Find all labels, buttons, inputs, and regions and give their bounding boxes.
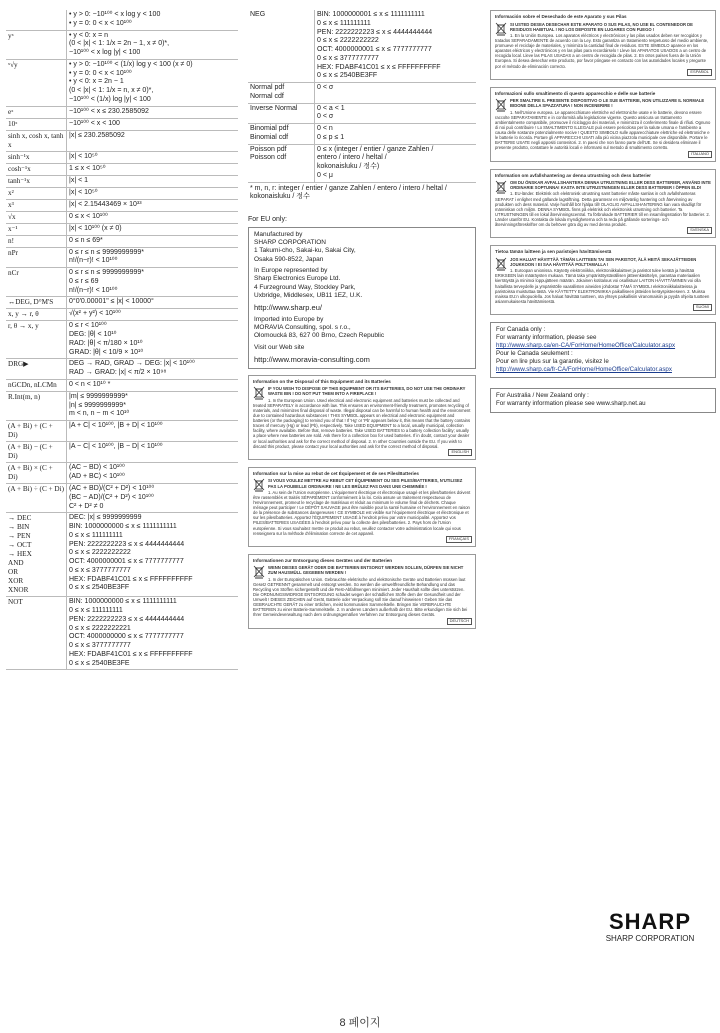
warranty-link[interactable]: http://www.sharp.ca/fr-CA/ForHome/HomeOffice/Calculator.aspx — [496, 366, 672, 374]
disposal-warning: OM DU ÖNSKAR AVFALLSHANTERA DENNA UTRUSTNING ELLER DESS BATTERIER, ANVÄND INTE ORDINARIE SOPTUNNA! KASTA INTE UTRUSTNINGEN ELLER DESS BATTERIER I ÖPPEN ELD! — [510, 180, 711, 191]
disposal-notice — [490, 245, 716, 315]
function-name: (A + Bi) × (C + Di) — [6, 463, 67, 484]
range-value — [67, 211, 239, 223]
function-name: nCr — [6, 268, 67, 297]
function-name: (A + Bi) ÷ (C + Di) — [6, 484, 67, 513]
range-line: • y > 0: −10¹⁰⁰ < x log y < 100 — [69, 11, 161, 18]
function-name: n! — [6, 235, 67, 247]
range-row — [6, 597, 238, 670]
range-line: 0 < a < 1 — [317, 104, 345, 112]
function-name: sinh⁻¹x — [6, 151, 67, 163]
sharp-logo — [590, 908, 710, 944]
range-line: 0 ≤ x ≤ 2222222222 — [317, 37, 379, 45]
disposal-title: Information om avfallshantering av denna utrustning och dess batterier — [495, 172, 651, 178]
range-value — [67, 175, 239, 187]
range-row — [6, 247, 238, 268]
language-tag: SUOMI — [693, 304, 712, 311]
language-tag: DEUTSCH — [447, 618, 472, 625]
range-line: 0 ≤ x ≤ 3777777777 — [69, 566, 131, 574]
disposal-warning: SI VOUS VOULEZ METTRE AU REBUT CET ÉQUIPEMENT OU SES PILES/BATTERIES, N'UTILISEZ PAS LA POUBELLE ORDINAIRE ! NE LES BRÛLEZ PAS DANS UNE CHEMINÉE ! — [268, 478, 463, 489]
range-row — [6, 30, 238, 59]
disposal-title: Information sur la mise au rebut de cet Équipement et de ses Piles/Batteries — [253, 470, 419, 476]
range-value — [67, 321, 239, 359]
function-name — [6, 10, 67, 30]
range-line: PEN: 2222222223 ≤ x ≤ 4444444444 — [69, 540, 185, 548]
range-line: OCT: 4000000001 ≤ x ≤ 7777777777 — [317, 46, 432, 53]
range-row — [248, 124, 476, 145]
canada-warranty-box — [490, 322, 716, 378]
range-value — [67, 513, 239, 597]
range-value — [67, 151, 239, 163]
address-line: Osaka 590-8522, Japan — [254, 255, 324, 263]
range-value — [315, 124, 477, 145]
range-row — [6, 359, 238, 380]
crossed-bin-icon — [253, 565, 265, 579]
language-tag: SVENSKA — [687, 227, 712, 234]
function-name: 10ˣ — [6, 118, 67, 130]
function-name: Inverse Normal — [248, 103, 315, 124]
function-name: → DEC → BIN → PEN → OCT → HEX AND OR XOR XNOR — [6, 513, 67, 597]
range-line: DEG → RAD, GRAD → DEG: |x| < 10¹⁰⁰ — [69, 360, 195, 368]
address-line: In Europe represented by — [254, 267, 328, 274]
calculation-range-table-continued — [248, 10, 476, 183]
range-line: |A − C| < 10¹⁰⁰, |B − D| < 10¹⁰⁰ — [69, 443, 163, 450]
range-value — [67, 379, 239, 391]
range-line: 0 ≤ x ≤ 2540BE3FF — [317, 72, 378, 80]
range-row — [6, 211, 238, 223]
range-value — [67, 10, 239, 30]
range-line: (AC + BD)/(C² + D²) < 10¹⁰⁰ — [69, 485, 155, 492]
address-line: Visit our Web site — [254, 343, 305, 351]
range-value — [67, 106, 239, 118]
range-line: OCT: 4000000000 ≤ x ≤ 7777777777 — [69, 633, 184, 641]
range-row — [6, 235, 238, 247]
range-line: (0 < |x| < 1: 1/x = 2n − 1, x ≠ 0)*, — [69, 40, 170, 48]
crossed-bin-icon — [495, 98, 507, 112]
range-line: RAD → GRAD: |x| < π/2 × 10⁹⁸ — [69, 369, 167, 376]
range-row — [6, 118, 238, 130]
range-line: 0 ≤ r ≤ n ≤ 9999999999* — [69, 248, 144, 256]
range-row — [6, 513, 238, 597]
function-name: r, θ → x, y — [6, 321, 67, 359]
calculation-range-table — [6, 10, 238, 670]
disposal-info-right — [490, 10, 716, 315]
range-row — [248, 144, 476, 182]
disposal-warning: WENN DIESES GERÄT ODER DIE BATTERIEN ENTSORGT WERDEN SOLLEN, DÜRFEN SIE NICHT ZUM HAUSMÜLL GEGEBEN WERDEN ! — [268, 565, 464, 576]
function-name: (A + Bi) − (C + Di) — [6, 442, 67, 463]
function-name: √x — [6, 211, 67, 223]
range-line: 0 ≤ x ≤ 3777777777 — [317, 54, 379, 62]
disposal-notice — [490, 10, 716, 80]
warranty-line: For warranty information, please see — [496, 334, 597, 342]
middle-column — [248, 10, 476, 636]
range-line: |x| < 10⁵⁰ — [69, 152, 98, 160]
range-row — [6, 391, 238, 420]
range-row — [6, 59, 238, 106]
disposal-body: 1. In der Europäischen Union. Gebrauchte elektrische und elektronische Geräte und Batterien müssen laut Gesetz GETRENNT gesammelt und entsorgt werden. So werden die umweltfreundliche Behandlung und das Recycling von Stoffen sichergestellt und die Rest-Abfallmengen minimiert. Jeder Haushalt sollte dies unterstützen. Die ORDNUNGSWIDRIGE ENTSORGUNG schadet wegen der schädlichen Stoffe dem der Gesundheit und der Umwelt ! DIESES ZEICHEN auf Gerät, Batterie oder Verpackung soll Sie darauf hinweisen ! Geben Sie das GEBRAUCHTE GERÄT zu einer örtlichen, meist kommunalen Sammelstelle. Bringen Sie VERBRAUCHTE BATTERIEN zu einer Batterie-Sammelstelle. 2. In anderen Ländern außerhalb der EU. Bitte erkundigen Sie sich bei Ihrer Gemeindeverwaltung nach dem ordnungsgemäßen Verfahren zur Entsorgung dieses Geräts. — [253, 576, 468, 618]
address-line: MORAVIA Consulting, spol. s r.o., — [254, 324, 351, 332]
range-line: −10¹⁰⁰ < (1/x) log |y| < 100 — [69, 95, 151, 103]
range-line: |x| ≤ 230.2585092 — [69, 131, 125, 139]
range-value — [67, 359, 239, 380]
range-table-column — [6, 10, 238, 1010]
range-value — [67, 187, 239, 199]
function-name: yˣ — [6, 30, 67, 59]
range-value — [67, 130, 239, 151]
range-row — [6, 297, 238, 309]
range-value — [67, 297, 239, 309]
website-link[interactable]: http://www.moravia-consulting.com — [254, 355, 370, 365]
language-tag: ESPAÑOL — [687, 69, 712, 76]
range-line: −10¹⁰⁰ < x log |y| < 100 — [69, 49, 141, 56]
function-name: Binomial pdf Binomial cdf — [248, 124, 315, 145]
sharp-logo-mark: SHARP — [608, 909, 691, 934]
range-line: 0 ≤ x ≤ 2540BE3FF — [69, 584, 130, 592]
range-line: 0 ≤ x ≤ 2222222221 — [69, 624, 131, 632]
range-line: • y < 0: x = n — [69, 31, 109, 39]
range-line: (AD + BC) < 10¹⁰⁰ — [69, 472, 125, 480]
range-value — [67, 59, 239, 106]
range-row — [6, 309, 238, 321]
range-row — [6, 484, 238, 513]
range-line: HEX: FDABF41C01 ≤ x ≤ FFFFFFFFFF — [317, 63, 441, 71]
crossed-bin-icon — [495, 180, 507, 194]
function-name: Poisson pdf Poisson cdf — [248, 144, 315, 182]
address-line: Imported into Europe by — [254, 315, 324, 323]
address-line: Manufactured by — [254, 230, 303, 238]
range-value — [67, 597, 239, 670]
range-value — [67, 199, 239, 211]
function-name: nGCDn, nLCMn — [6, 379, 67, 391]
range-value — [67, 118, 239, 130]
range-row — [6, 268, 238, 297]
range-value — [315, 83, 477, 104]
range-line: 0 ≤ x ≤ 111111111 — [317, 19, 371, 27]
function-name: ↔DEG, D°M'S — [6, 297, 67, 309]
range-row — [248, 103, 476, 124]
range-line: m < n, n − m < 10¹⁰ — [69, 410, 130, 418]
language-tag: ITALIANO — [688, 151, 712, 158]
range-row — [6, 187, 238, 199]
range-line: 0 < μ — [317, 171, 333, 179]
disposal-warning: JOS HALUAT HÄVITTÄÄ TÄMÄN LAITTEEN TAI SEN PARISTOT, ÄLÄ HEITÄ SEKAJÄTTEIDEN JOUKKOON ! EI SAA HÄVITTÄÄ POLTTAMALLA ! — [510, 256, 697, 267]
range-line: BIN: 1000000000 ≤ x ≤ 1111111111 — [69, 523, 177, 530]
address-line: Sharp Electronics Europe Ltd. — [254, 275, 341, 283]
function-name: DRG▶ — [6, 359, 67, 380]
disposal-title: Información sobre el Desechado de este Aparato y sus Pilas — [495, 14, 627, 19]
function-name: x² — [6, 187, 67, 199]
disposal-warning: PER SMALTIRE IL PRESENTE DISPOSITIVO O LE SUE BATTERIE, NON UTILIZZARE IL NORMALE BIDONE DELLA SPAZZATURA ! NON INCENERIRE ! — [510, 98, 705, 109]
range-value — [67, 223, 239, 235]
disposal-body: 1. Au sein de l'Union européenne. L'équipement électrique et électronique usagé et les piles/batteries doivent être rassemblés et traités SÉPARÉMENT conformément à la loi. Cela assure un traitement respectueux de l'environnement, promeut le recyclage de matériaux et réduit au minimum le volume final de déchets. Chaque ménage peut participer ! Le DÉPÔT SAUVAGE peut être nuisible pour la santé humaine et l'environnement en raison de la présence de substances dangereuses ! CE SYMBOLE est visible sur l'équipement électrique et électronique et sur les piles/batteries. Apportez l'ÉQUIPEMENT USAGÉ à l'endroit prévu par votre municipalité. Apportez vos PILES/BATTERIES USAGÉES à l'endroit prévu pour la collecte des piles/batteries. 2. Pays hors de l'Union européenne. Si vous souhaitez mettre ce produit au rebut, veuillez contacter votre administration locale qui vous renseignera sur la méthode d'élimination correcte de cet appareil. — [253, 489, 471, 536]
address-line: Olomoucká 83, 627 00 Brno, Czech Republic — [254, 332, 385, 340]
disposal-body: 1. Nell'Unione europea. Le apparecchiature elettriche ed elettroniche usate e le batterie, devono essere raccolte SEPARATAMENTE e in conformità alla legislazione vigente. Questo assicura un trattamento ambientalmente compatibile, promuove il riciclaggio dei materiali, e minimizza il conferimento finale di rifiuti. Ognuno di noi può contribuire ! Lo SMALTIMENTO ILLEGALE può essere pericoloso per la salute umana e l'ambiente a causa delle sostanze potenzialmente nocive ! QUESTO SIMBOLO sulle apparecchiature elettriche ed elettroniche e le batterie lo ricorda. Portare gli APPARECCHI USATI alla più vicina piazzola municipale ove disponibile. Portare le BATTERIE USATE negli appositi contenitori. 2. In paesi che non fanno parte dell'UE. Se si desidera eliminare il presente prodotto, contattare le autorità locali e informarsi sul metodo di smaltimento corretto. — [495, 109, 711, 151]
range-line: (BC − AD)/(C² + D²) < 10¹⁰⁰ — [69, 493, 154, 501]
address-line: 1 Takumi-cho, Sakai-ku, Sakai City, — [254, 247, 356, 255]
range-line: √(x² + y²) < 10¹⁰⁰ — [69, 310, 121, 318]
range-line: RAD: |θ| < π/180 × 10¹⁰ — [69, 339, 143, 347]
range-row — [6, 163, 238, 175]
disposal-warning: IF YOU WISH TO DISPOSE OF THIS EQUIPMENT OR ITS BATTERIES, DO NOT USE THE ORDINARY WASTE BIN ! DO NOT PUT THEM INTO A FIREPLACE ! — [268, 386, 466, 397]
disposal-body: 1. Euroopan unionissa. Käytetty elektroniikka, elektroniikkalaitteet ja paristot tulee kerätä ja hävittää ERIKSEEN lain määräysten mukaan. Tämä taka ympäristöystävällisen jätteenkäsittelyn, parantaa materiaalien kierrätystä ja minimoi loppujätteen määrän. Jokainen kotitalous voi osallistua! LAITON HÄVITTÄMINEN voi olla haitallista terveydelle ja ympäristölle vaarallisten aineiden johdosta! TÄMÄ SYMBOLI elektroniikkalaitteissa ja paristoissa muistuttaa tästä. Vie KÄYTETTY ELEKTRONIIKKA paikalliseen jätteiden keräyspisteeseen. 2. Muissa maissa EU:n ulkopuolella. Jos haluat hävittää tuotteen, ota yhteys paikallisiin viranomaisiin ja pyydä ohjeita tuotteen asianmukaisesta hävittämisestä. — [495, 268, 710, 304]
function-name: x³ — [6, 199, 67, 211]
range-line: HEX: FDABF41C01 ≤ x ≤ FFFFFFFFFF — [69, 650, 193, 658]
range-line: kokonaisluku / 정수) — [317, 163, 380, 170]
disposal-info-middle — [248, 375, 476, 629]
range-line: 0 ≤ p ≤ 1 — [317, 133, 345, 141]
range-line: |x| < 10⁵⁰ — [69, 188, 98, 196]
range-line: −10¹⁰⁰ < x < 100 — [69, 119, 120, 127]
function-name: tanh⁻¹x — [6, 175, 67, 187]
range-value — [315, 10, 477, 83]
range-line: PEN: 2222222223 ≤ x ≤ 4444444444 — [317, 28, 433, 36]
range-line: PEN: 2222222223 ≤ x ≤ 4444444444 — [69, 615, 185, 623]
eu-label: For EU only: — [248, 216, 287, 223]
range-line: 0 ≤ x ≤ 2540BE3FE — [69, 659, 130, 667]
function-name: x⁻¹ — [6, 223, 67, 235]
range-value — [67, 442, 239, 463]
warranty-line: For Australia / New Zealand only : — [496, 392, 589, 400]
disposal-title: Information on the Disposal of this Equipment and its Batteries — [253, 378, 391, 384]
function-name: eˣ — [6, 106, 67, 118]
integer-footnote: * m, n, r: integer / entier / ganze Zahlen / entero / intero / heltal / kokonaisluku / 정수 — [250, 184, 447, 201]
function-name: ˣ√y — [6, 59, 67, 106]
range-value — [67, 30, 239, 59]
range-row — [6, 199, 238, 211]
function-name: sinh x, cosh x, tanh x — [6, 130, 67, 151]
range-line: 0 ≤ x ≤ 111111111 — [69, 531, 123, 539]
range-row — [248, 10, 476, 83]
range-value — [67, 463, 239, 484]
range-line: BIN: 1000000000 ≤ x ≤ 1111111111 — [69, 598, 177, 606]
range-line: • y = 0: 0 < x < 10¹⁰⁰ — [69, 19, 132, 27]
warranty-line: Pour en lire plus sur la garantie, visitez le — [496, 358, 609, 366]
website-link[interactable]: http://www.sharp.eu/ — [254, 303, 322, 313]
disposal-title: Informationen zur Entsorgung dieses Gerätes und der Batterien — [253, 557, 393, 563]
crossed-bin-icon — [253, 478, 265, 492]
range-line: 0 < σ — [317, 84, 334, 91]
range-value — [67, 391, 239, 420]
disposal-body: 1. In the European Union. Used electrical and electronic equipment and batteries must be collected and treated SEPARATELY in accordance with law. This ensures an environment-friendly treatment, promotes recycling of materials, and minimizes final disposal of waste. Illegal disposal can be harmful to human health and the environment due to contained hazardous substances ! THIS SYMBOL appears on electrical and electronic equipment and batteries (or the packaging) to remind you of that ! If 'Hg' or 'Pb' appears below it, this means that the battery contains traces of mercury (Hg) or lead (Pb), respectively. Take USED EQUIPMENT to a local, usually municipal, collection facility, where available. Before that, remove batteries. Take USED BATTERIES to a battery collection facility; usually a place where new batteries are sold. Ask there for a collection box for used batteries. If in doubt, contact your dealer or local authorities and ask for the correct method of disposal. 2. In other Countries outside the EU. If you wish to discard this product, please contact your local authorities and ask for the correct method of disposal. — [253, 397, 471, 449]
range-line: 0°0'0.00001" ≤ |x| < 10000° — [69, 298, 154, 306]
range-line: |A + C| < 10¹⁰⁰, |B + D| < 10¹⁰⁰ — [69, 422, 163, 429]
right-column — [490, 10, 716, 423]
crossed-bin-icon — [495, 257, 507, 271]
range-line: |n| ≤ 9999999999* — [69, 401, 126, 409]
range-row — [6, 321, 238, 359]
range-value — [67, 247, 239, 268]
range-line: 0 ≤ r ≤ n ≤ 9999999999* — [69, 269, 144, 276]
australia-warranty-box — [490, 388, 716, 412]
address-line: Uxbridge, Middlesex, UB11 1EZ, U.K. — [254, 291, 363, 299]
range-line: DEG: |θ| < 10¹⁰ — [69, 331, 117, 338]
range-value — [67, 309, 239, 321]
range-value — [67, 484, 239, 513]
range-row — [6, 10, 238, 30]
function-name: NEG — [248, 10, 315, 83]
crossed-bin-icon — [495, 22, 507, 36]
manufacturer-address-box — [248, 227, 476, 369]
disposal-body: 1. En la Unión Europea. Los aparatos eléctricos y electrónicos y las pilas usados deben ser recogidos y tratados SEPARADAMENTE de acuerdo con la Ley. Esto garantiza un tratamiento respetuoso del medio ambiente, promueve el reciclaje de materiales, y minimiza la cantidad final de residuos. ESTE SÍMBOLO aparece en los aparatos eléctricos y electrónicos y en las pilas para recordárselo ! Lleve los APARATOS USADOS a un centro de recogida local. Lleve las PILAS USADAS a un centro de recogida de pilas. 2. En otros países fuera de la Unión Europea. Si desea desechar este producto, por favor póngase en contacto con las autoridades locales y pregunte por el método de eliminación correcto. — [495, 32, 709, 69]
range-value — [67, 268, 239, 297]
range-line: 0 ≤ x ≤ 2222222222 — [69, 549, 131, 557]
function-name: Normal pdf Normal cdf — [248, 83, 315, 104]
range-line: (AC − BD) < 10¹⁰⁰ — [69, 464, 125, 471]
disposal-warning: SI USTED DESEA DESECHAR ESTE APARATO O SUS PILAS, NO USE EL CONTENEDOR DE RESIDUOS HABITUAL ! NO LOS DEPOSITE EN LUGARES CON FUEGO ! — [510, 21, 693, 32]
range-line: 0 < n < 10¹⁰ * — [69, 380, 111, 388]
range-line: OCT: 4000000001 ≤ x ≤ 7777777777 — [69, 558, 184, 565]
range-value — [67, 235, 239, 247]
range-line: • y > 0: −10¹⁰⁰ < (1/x) log y < 100 (x ≠ 0) — [69, 60, 193, 68]
address-line: 4 Furzeground Way, Stockley Park, — [254, 283, 356, 291]
range-line: 0 < n — [317, 125, 333, 132]
range-line: 0 < σ — [317, 113, 334, 121]
function-name: x, y → r, θ — [6, 309, 67, 321]
range-row — [6, 223, 238, 235]
range-line: |m| ≤ 9999999999* — [69, 392, 128, 400]
range-value — [315, 144, 477, 182]
range-line: |x| < 2.15443469 × 10³³ — [69, 200, 142, 208]
language-tag: FRANÇAIS — [446, 536, 472, 543]
crossed-bin-icon — [253, 386, 265, 400]
range-line: 0 ≤ r < 10¹⁰⁰ — [69, 322, 107, 330]
range-line: HEX: FDABF41C01 ≤ x ≤ FFFFFFFFFF — [69, 575, 193, 583]
function-name: nPr — [6, 247, 67, 268]
range-value — [315, 103, 477, 124]
range-line: 0 ≤ r ≤ 69 — [69, 277, 99, 285]
function-name: R.Int(m, n) — [6, 391, 67, 420]
range-line: n!/(n−r)! < 10¹⁰⁰ — [69, 286, 118, 294]
address-line: SHARP CORPORATION — [254, 239, 326, 247]
range-line: C² + D² ≠ 0 — [69, 502, 104, 510]
range-line: 0 ≤ x < 10¹⁰⁰ — [69, 212, 108, 220]
warranty-link[interactable]: http://www.sharp.ca/en-CA/ForHome/HomeOffice/Calculator.aspx — [496, 342, 676, 350]
function-name: (A + Bi) + (C + Di) — [6, 421, 67, 442]
range-line: entero / intero / heltal / — [317, 154, 387, 162]
range-row — [6, 106, 238, 118]
range-line: 0 ≤ n ≤ 69* — [69, 236, 103, 244]
disposal-title: Informazioni sullo smaltimento di questo apparecchio e delle sue batterie — [495, 90, 656, 96]
range-row — [6, 421, 238, 442]
range-line: 1 ≤ x < 10⁵⁰ — [69, 164, 106, 172]
disposal-title: Tietoa tämän laitteen ja sen paristojen hävittämisestä — [495, 249, 612, 255]
range-row — [6, 151, 238, 163]
disposal-notice — [490, 169, 716, 239]
page-number: 8 페이지 — [339, 1017, 381, 1029]
range-line: • y = 0: 0 < x < 10¹⁰⁰ — [69, 69, 132, 77]
range-row — [6, 175, 238, 187]
range-line: 0 ≤ x (integer / entier / ganze Zahlen / — [317, 145, 434, 153]
disposal-notice — [248, 554, 476, 629]
disposal-notice — [490, 87, 716, 162]
language-tag: ENGLISH — [448, 449, 472, 456]
sharp-corporation-label: SHARP CORPORATION — [605, 933, 695, 943]
range-row — [6, 442, 238, 463]
warranty-line: For Canada only : — [496, 326, 546, 333]
range-line: n!/(n−r)! < 10¹⁰⁰ — [69, 257, 118, 265]
range-line: |x| < 10¹⁰⁰ (x ≠ 0) — [69, 224, 122, 232]
disposal-body: 1. EU-länder. Elektrisk och elektronisk utrustning samt batterier måste samlas in och avfallshanteras SEPARAT i enlighet med gällande lagstiftning. Detta garanterar en miljövänlig hantering och återvinning av produkten och dess material. Varje hushåll bör hjälpa till! OLAGLIG AVFALLSHANTERING kan vara skadligt för människan och miljön. DENNA SYMBOL finns på elektrisk och elektronisk utrustning och batterier. Ta UTRUSTNINGEN till en lokal återvinningscentral. Ta förbrukade BATTERIER till en insamlingsstation för batterier. 2. Länder utanför EU. Kontakta de lokala myndigheterna och ta reda på gällande sorterings- och återvinningsföreskrifter om du behöver göra dig av med denna produkt. — [495, 191, 710, 228]
range-row — [6, 379, 238, 391]
range-row — [248, 83, 476, 104]
function-name: NOT — [6, 597, 67, 670]
range-value — [67, 421, 239, 442]
range-line: DEC: |x| ≤ 9999999999 — [69, 514, 142, 522]
range-line: 0 ≤ x ≤ 3777777777 — [69, 642, 131, 649]
warranty-line: For warranty information please see www.sharp.net.au — [496, 400, 646, 408]
range-line: (0 < |x| < 1: 1/x = n, x ≠ 0)*, — [69, 87, 154, 94]
range-value — [67, 163, 239, 175]
range-row — [6, 463, 238, 484]
range-line: 0 ≤ x ≤ 111111111 — [69, 607, 123, 614]
range-line: GRAD: |θ| < 10/9 × 10¹⁰ — [69, 348, 144, 356]
function-name: cosh⁻¹x — [6, 163, 67, 175]
range-line: • y < 0: x = 2n − 1 — [69, 78, 124, 86]
range-line: BIN: 1000000001 ≤ x ≤ 1111111111 — [317, 11, 425, 18]
warranty-line: Pour le Canada seulement : — [496, 350, 573, 358]
range-line: |x| < 1 — [69, 176, 89, 184]
disposal-notice — [248, 467, 476, 547]
range-row — [6, 130, 238, 151]
range-line: −10¹⁰⁰ < x ≤ 230.2585092 — [69, 107, 149, 115]
disposal-notice — [248, 375, 476, 460]
